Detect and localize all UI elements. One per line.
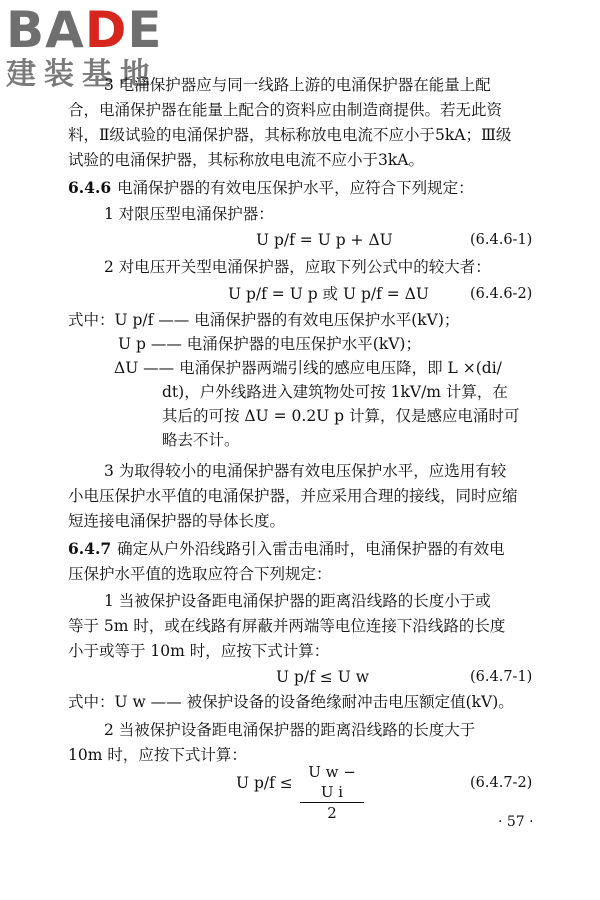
definition-line: ΔU —— 电涌保护器两端引线的感应电压降，即 L ×(di/ [114,359,502,377]
paragraph-line: 小电压保护水平值的电涌保护器，并应采用合理的接线，同时应缩 [68,487,518,505]
paragraph-line: 10m 时，应按下式计算： [68,746,247,764]
paragraph-line: 等于 5m 时，或在线路有屏蔽并两端等电位连接下沿线路的长度 [68,617,506,635]
paragraph-line: 2 当被保护设备距电涌保护器的距离沿线路的长度大于 [104,721,476,739]
fraction-denominator: 2 [327,804,337,822]
paragraph-line: 合，电涌保护器在能量上配合的资料应由制造商提供。若无此资 [68,101,503,119]
equation: U p/f = U p 或 U p/f = ΔU [228,285,429,303]
paragraph-line: 料，Ⅱ级试验的电涌保护器，其标称放电电流不应小于5kA；Ⅲ级 [68,126,512,144]
section-heading-6-4-6: 6.4.6 电涌保护器的有效电压保护水平，应符合下列规定： [68,178,474,197]
definition-line: 式中：U w —— 被保护设备的设备绝缘耐冲击电压额定值(kV)。 [68,693,514,711]
page-number: · 57 · [498,814,534,830]
logo-subtitle: 建装基地 [6,57,158,92]
definition-line: dt)，户外线路进入建筑物处可按 1kV/m 计算，在 [162,383,508,401]
paragraph-line: 小于或等于 10m 时，应按下式计算： [68,642,330,660]
list-item: 2 对电压开关型电涌保护器，应取下列公式中的较大者： [104,258,491,276]
equation-number: (6.4.7-1) [470,669,533,685]
paragraph-line: 短连接电涌保护器的导体长度。 [68,512,286,530]
paragraph-line: 压保护水平值的选取应符合下列规定： [68,565,332,583]
paragraph-line: 1 当被保护设备距电涌保护器的距离沿线路的长度小于或 [104,592,491,610]
definition-line: 式中：U p/f —— 电涌保护器的有效电压保护水平(kV)； [68,311,460,329]
fraction [300,762,364,823]
definition-line: 略去不计。 [162,431,240,449]
paragraph-line: 试验的电涌保护器，其标称放电电流不应小于3kA。 [68,151,424,169]
definition-line: U p —— 电涌保护器的电压保护水平(kV)； [118,335,421,353]
equation-number: (6.4.7-2) [470,775,533,791]
paragraph-line: 3 为取得较小的电涌保护器有效电压保护水平，应选用有较 [104,462,507,480]
logo-wordmark: BADE [6,1,163,59]
fraction-numerator: U w − U i [300,762,364,803]
equation: U p/f = U p + ΔU [256,231,393,249]
section-heading-6-4-7: 6.4.7 确定从户外沿线路引入雷击电涌时，电涌保护器的有效电 [68,539,505,558]
equation-lhs: U p/f ≤ [236,774,293,792]
definition-line: 其后的可按 ΔU = 0.2U p 计算，仅是感应电涌时可 [162,407,520,425]
equation-number: (6.4.6-1) [470,232,533,248]
paragraph-line: 3 电涌保护器应与同一线路上游的电涌保护器在能量上配 [104,76,491,94]
list-item: 1 对限压型电涌保护器： [104,205,274,223]
equation: U p/f ≤ U w [276,668,369,686]
equation-number: (6.4.6-2) [470,286,533,302]
